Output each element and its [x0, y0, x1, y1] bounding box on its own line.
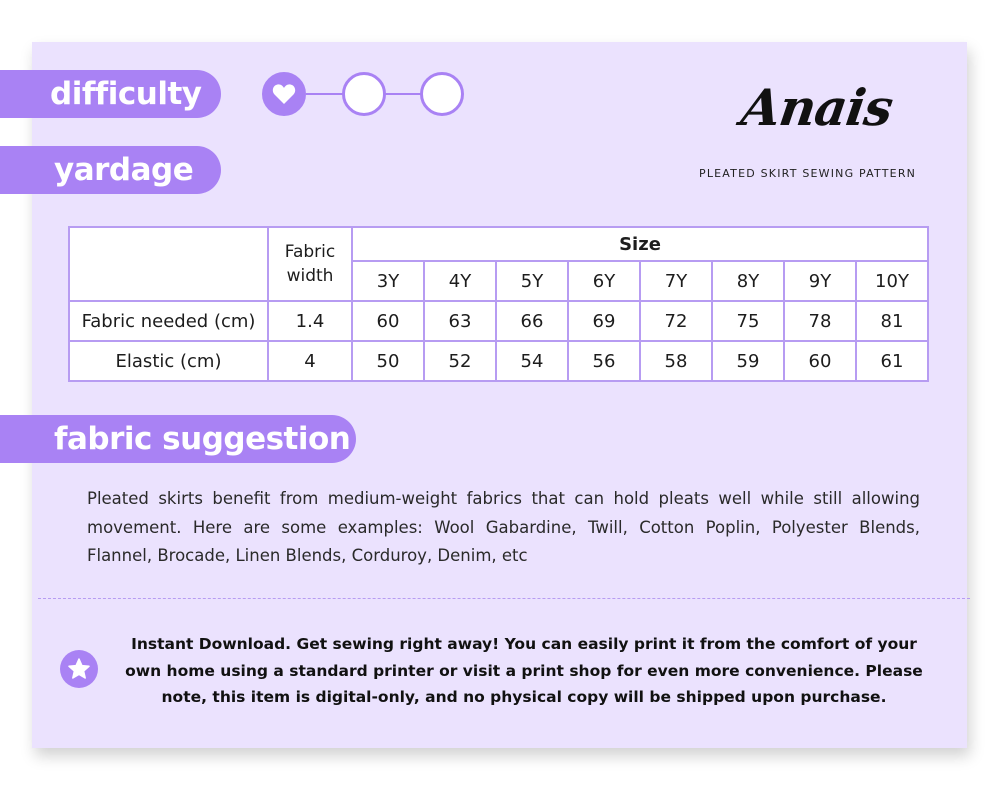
- size-cell: 10Y: [856, 261, 928, 301]
- difficulty-indicator: [262, 72, 464, 116]
- table-corner-cell: [69, 227, 268, 301]
- table-cell: 52: [424, 341, 496, 381]
- difficulty-connector: [306, 93, 344, 95]
- fabric-width-header: Fabric width: [268, 227, 352, 301]
- star-badge: [60, 650, 98, 688]
- brand-logo: Anais: [737, 78, 896, 137]
- table-row: [69, 301, 928, 341]
- table-cell: 69: [568, 301, 640, 341]
- size-cell: 9Y: [784, 261, 856, 301]
- star-icon: [67, 657, 91, 681]
- size-cell: 3Y: [352, 261, 424, 301]
- difficulty-step-2: [342, 72, 386, 116]
- difficulty-connector: [384, 93, 422, 95]
- yardage-label: yardage: [0, 146, 221, 194]
- heart-icon: [272, 83, 296, 105]
- size-cell: 8Y: [712, 261, 784, 301]
- size-header: Size: [352, 227, 928, 261]
- table-cell: 81: [856, 301, 928, 341]
- difficulty-step-1: [262, 72, 306, 116]
- section-divider: [38, 598, 970, 599]
- table-cell: 54: [496, 341, 568, 381]
- table-header-row: [69, 227, 928, 261]
- table-cell: 61: [856, 341, 928, 381]
- download-notice: Instant Download. Get sewing right away! You can easily print it from the comfort of your own home using a standard printer or visit a print shop for even more convenience. Please note, this item is digital-only, and no physical copy will be shipped upon purchase.: [125, 635, 923, 706]
- fabric-suggestion-label: fabric suggestion: [0, 415, 356, 463]
- size-cell: 5Y: [496, 261, 568, 301]
- table-cell: 59: [712, 341, 784, 381]
- table-cell: 78: [784, 301, 856, 341]
- row-label: Elastic (cm): [69, 341, 268, 381]
- table-cell: 72: [640, 301, 712, 341]
- table-cell: 60: [784, 341, 856, 381]
- table-cell: 50: [352, 341, 424, 381]
- yardage-table: [68, 226, 929, 382]
- fabric-width-value: 4: [268, 341, 352, 381]
- table-cell: 63: [424, 301, 496, 341]
- table-row: [69, 341, 928, 381]
- size-cell: 7Y: [640, 261, 712, 301]
- table-cell: 75: [712, 301, 784, 341]
- table-cell: 66: [496, 301, 568, 341]
- fabric-suggestion-text: Pleated skirts benefit from medium-weight fabrics that can hold pleats well while still allowing movement. Here are some examples: Wool Gabardine, Twill, Cotton Poplin, Polyester Blends, Flannel, Brocade, Linen Blends, Corduroy, Denim, etc: [87, 489, 920, 565]
- brand-subtitle: PLEATED SKIRT SEWING PATTERN: [699, 167, 917, 180]
- difficulty-label: difficulty: [0, 70, 221, 118]
- table-cell: 58: [640, 341, 712, 381]
- size-cell: 4Y: [424, 261, 496, 301]
- row-label: Fabric needed (cm): [69, 301, 268, 341]
- table-cell: 60: [352, 301, 424, 341]
- size-cell: 6Y: [568, 261, 640, 301]
- difficulty-step-3: [420, 72, 464, 116]
- table-cell: 56: [568, 341, 640, 381]
- fabric-width-value: 1.4: [268, 301, 352, 341]
